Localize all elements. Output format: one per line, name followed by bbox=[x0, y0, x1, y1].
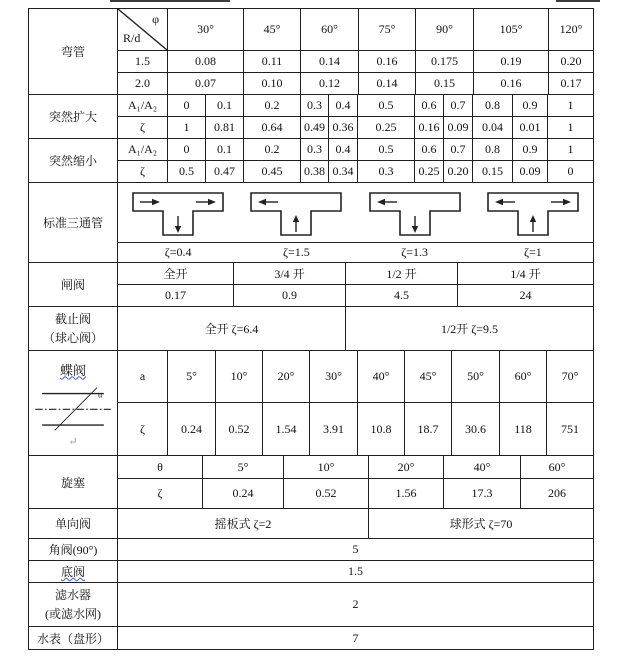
butterfly-valve-label: 蝶阀 bbox=[59, 362, 86, 378]
gate-valve-opening: 1/2 开 bbox=[346, 263, 458, 285]
tee-diagram-branch-in-split-both bbox=[485, 187, 581, 239]
butterfly-angle: 70° bbox=[547, 351, 594, 403]
expansion-zeta: 1 bbox=[168, 117, 206, 139]
bend-rd-value: 2.0 bbox=[118, 73, 168, 95]
cock-angle: 40° bbox=[444, 456, 521, 479]
butterfly-zeta: 1.54 bbox=[263, 403, 310, 456]
row-label-sudden-expansion: 突然扩大 bbox=[29, 95, 118, 139]
tee-zeta-row bbox=[118, 243, 594, 263]
expansion-zeta: 0.49 bbox=[301, 117, 329, 139]
diagram-angle-label: α bbox=[98, 388, 103, 400]
bend-zeta-value: 0.16 bbox=[359, 51, 416, 73]
cock-angle: 20° bbox=[369, 456, 444, 479]
bend-diagonal-header bbox=[118, 9, 168, 51]
check-valve-section bbox=[28, 508, 594, 539]
row-label-foot-valve bbox=[29, 561, 118, 583]
strainer-zeta: 2 bbox=[118, 583, 594, 627]
return-mark: ↵ bbox=[68, 435, 78, 448]
butterfly-zeta: 3.91 bbox=[310, 403, 358, 456]
cock-angle: 5° bbox=[203, 456, 284, 479]
butterfly-zeta-label: ζ bbox=[118, 403, 168, 456]
row-label-butterfly-valve bbox=[29, 351, 118, 456]
bend-zeta-value: 0.11 bbox=[244, 51, 301, 73]
bend-zeta-value: 0.15 bbox=[416, 73, 474, 95]
bend-angle-header: 105° bbox=[474, 9, 549, 51]
contraction-zeta: 0.25 bbox=[415, 161, 444, 183]
tee-section bbox=[28, 182, 594, 263]
bend-angle-header: 120° bbox=[549, 9, 594, 51]
contraction-ratio-label: A₁/A₂ bbox=[118, 139, 168, 161]
row-label-sudden-contraction: 突然缩小 bbox=[29, 139, 118, 183]
butterfly-angle: 45° bbox=[405, 351, 452, 403]
contraction-ratio: 0.6 bbox=[415, 139, 444, 161]
cock-zeta: 0.24 bbox=[203, 479, 284, 509]
expansion-ratio: 0.9 bbox=[513, 95, 548, 117]
expansion-zeta: 0.25 bbox=[358, 117, 415, 139]
rd-label: R/d bbox=[123, 31, 141, 45]
expansion-ratio: 0.5 bbox=[358, 95, 415, 117]
butterfly-angle: 50° bbox=[452, 351, 500, 403]
bend-zeta-value: 0.07 bbox=[168, 73, 244, 95]
expansion-ratio-label: A₁/A₂ bbox=[118, 95, 168, 117]
phi-label: φ bbox=[152, 12, 159, 26]
strainer-label-line1: 滤水器 bbox=[54, 587, 91, 602]
bend-angle-header: 60° bbox=[301, 9, 359, 51]
gate-valve-opening: 3/4 开 bbox=[234, 263, 346, 285]
expansion-zeta: 0.16 bbox=[415, 117, 444, 139]
bend-angle-header: 75° bbox=[359, 9, 416, 51]
contraction-zeta: 0.47 bbox=[206, 161, 244, 183]
loss-coefficient-table bbox=[28, 8, 593, 650]
butterfly-zeta: 118 bbox=[500, 403, 547, 456]
tee-zeta-value: ζ=1.5 bbox=[283, 245, 310, 259]
expansion-ratio: 0.6 bbox=[415, 95, 444, 117]
row-label-angle-valve: 角阀(90°) bbox=[29, 539, 118, 561]
expansion-zeta: 0.36 bbox=[329, 117, 358, 139]
tee-diagrams-cell bbox=[118, 183, 594, 243]
row-label-strainer bbox=[29, 583, 118, 627]
tee-zeta-value: ζ=1 bbox=[524, 245, 542, 259]
globe-valve-full-open: 全开 ζ=6.4 bbox=[118, 307, 346, 351]
expansion-zeta: 1 bbox=[548, 117, 594, 139]
gate-valve-zeta: 4.5 bbox=[346, 285, 458, 307]
contraction-zeta-label: ζ bbox=[118, 161, 168, 183]
foot-valve-zeta: 1.5 bbox=[118, 561, 594, 583]
contraction-ratio: 0.7 bbox=[444, 139, 473, 161]
check-valve-ball-type: 球形式 ζ=70 bbox=[369, 509, 594, 539]
expansion-zeta: 0.04 bbox=[473, 117, 513, 139]
bend-zeta-value: 0.14 bbox=[359, 73, 416, 95]
foot-valve-label: 底阀 bbox=[60, 565, 85, 579]
contraction-zeta: 0.45 bbox=[244, 161, 301, 183]
bend-angle-header: 45° bbox=[244, 9, 301, 51]
butterfly-zeta: 0.24 bbox=[168, 403, 216, 456]
scan-artifact-line bbox=[110, 0, 230, 2]
butterfly-valve-diagram bbox=[33, 385, 113, 431]
butterfly-angle: 40° bbox=[358, 351, 405, 403]
gate-valve-zeta: 24 bbox=[458, 285, 594, 307]
butterfly-zeta: 751 bbox=[547, 403, 594, 456]
butterfly-angle: 60° bbox=[500, 351, 547, 403]
butterfly-angle: 5° bbox=[168, 351, 216, 403]
expansion-zeta: 0.64 bbox=[244, 117, 301, 139]
gate-valve-zeta: 0.9 bbox=[234, 285, 346, 307]
bend-zeta-value: 0.16 bbox=[474, 73, 549, 95]
bend-zeta-value: 0.08 bbox=[168, 51, 244, 73]
gate-valve-opening: 全开 bbox=[118, 263, 234, 285]
bend-rd-value: 1.5 bbox=[118, 51, 168, 73]
tee-zeta-value: ζ=1.3 bbox=[401, 245, 428, 259]
expansion-zeta: 0.81 bbox=[206, 117, 244, 139]
check-valve-swing-type: 摇板式 ζ=2 bbox=[118, 509, 369, 539]
cock-zeta: 1.56 bbox=[369, 479, 444, 509]
expansion-zeta: 0.01 bbox=[513, 117, 548, 139]
contraction-zeta: 0.5 bbox=[168, 161, 206, 183]
expansion-ratio: 1 bbox=[548, 95, 594, 117]
expansion-ratio: 0.4 bbox=[329, 95, 358, 117]
bend-zeta-value: 0.175 bbox=[416, 51, 474, 73]
globe-valve-label-line2: （球心阀） bbox=[42, 330, 103, 345]
row-label-globe-valve bbox=[29, 307, 118, 351]
row-label-bend: 弯管 bbox=[29, 9, 118, 95]
bend-angle-header: 30° bbox=[168, 9, 244, 51]
expansion-ratio: 0.3 bbox=[301, 95, 329, 117]
gate-valve-section bbox=[28, 262, 594, 307]
bend-zeta-value: 0.20 bbox=[549, 51, 594, 73]
bend-section bbox=[28, 8, 594, 95]
butterfly-valve-section bbox=[28, 350, 594, 456]
bend-zeta-value: 0.17 bbox=[549, 73, 594, 95]
expansion-zeta-label: ζ bbox=[118, 117, 168, 139]
contraction-zeta: 0.3 bbox=[358, 161, 415, 183]
expansion-contraction-section bbox=[28, 94, 594, 183]
scan-artifact-line bbox=[556, 0, 600, 2]
misc-section bbox=[28, 538, 594, 650]
cock-angle: 10° bbox=[284, 456, 369, 479]
bend-zeta-value: 0.12 bbox=[301, 73, 359, 95]
row-label-gate-valve: 闸阀 bbox=[29, 263, 118, 307]
contraction-zeta: 0.34 bbox=[329, 161, 358, 183]
cock-section bbox=[28, 455, 594, 509]
globe-valve-section bbox=[28, 306, 594, 351]
contraction-ratio: 0.1 bbox=[206, 139, 244, 161]
contraction-zeta: 0.38 bbox=[301, 161, 329, 183]
cock-zeta: 17.3 bbox=[444, 479, 521, 509]
globe-valve-label-line1: 截止阀 bbox=[54, 311, 91, 326]
globe-valve-half-open: 1/2开 ζ=9.5 bbox=[346, 307, 594, 351]
row-label-standard-tee: 标准三通管 bbox=[29, 183, 118, 263]
contraction-ratio: 0.5 bbox=[358, 139, 415, 161]
contraction-ratio: 0.4 bbox=[329, 139, 358, 161]
expansion-ratio: 0.7 bbox=[444, 95, 473, 117]
bend-zeta-value: 0.14 bbox=[301, 51, 359, 73]
contraction-ratio: 1 bbox=[548, 139, 594, 161]
butterfly-angle: 10° bbox=[216, 351, 263, 403]
contraction-zeta: 0.20 bbox=[444, 161, 473, 183]
bend-zeta-value: 0.19 bbox=[474, 51, 549, 73]
expansion-ratio: 0.1 bbox=[206, 95, 244, 117]
tee-diagram-out-left-branch-down bbox=[367, 187, 463, 239]
cock-angle: 60° bbox=[521, 456, 594, 479]
butterfly-zeta: 30.6 bbox=[452, 403, 500, 456]
butterfly-angle: 30° bbox=[310, 351, 358, 403]
bend-zeta-value: 0.10 bbox=[244, 73, 301, 95]
gate-valve-opening: 1/4 开 bbox=[458, 263, 594, 285]
butterfly-angle: 20° bbox=[263, 351, 310, 403]
butterfly-zeta: 0.52 bbox=[216, 403, 263, 456]
butterfly-zeta: 10.8 bbox=[358, 403, 405, 456]
contraction-ratio: 0 bbox=[168, 139, 206, 161]
contraction-zeta: 0 bbox=[548, 161, 594, 183]
cock-zeta: 0.52 bbox=[284, 479, 369, 509]
row-label-check-valve: 单向阀 bbox=[29, 509, 118, 539]
butterfly-alpha-label: a bbox=[118, 351, 168, 403]
expansion-ratio: 0 bbox=[168, 95, 206, 117]
angle-valve-zeta: 5 bbox=[118, 539, 594, 561]
tee-diagram-through-branch-down bbox=[130, 187, 226, 239]
bend-angle-header: 90° bbox=[416, 9, 474, 51]
row-label-cock: 旋塞 bbox=[29, 456, 118, 509]
butterfly-zeta: 18.7 bbox=[405, 403, 452, 456]
contraction-zeta: 0.15 bbox=[473, 161, 513, 183]
tee-diagram-branch-in-out-left bbox=[248, 187, 344, 239]
contraction-ratio: 0.2 bbox=[244, 139, 301, 161]
contraction-ratio: 0.3 bbox=[301, 139, 329, 161]
cock-zeta-label: ζ bbox=[118, 479, 203, 509]
cock-theta-label: θ bbox=[118, 456, 203, 479]
expansion-ratio: 0.8 bbox=[473, 95, 513, 117]
cock-zeta: 206 bbox=[521, 479, 594, 509]
contraction-ratio: 0.9 bbox=[513, 139, 548, 161]
row-label-water-meter: 水表（盘形） bbox=[29, 627, 118, 650]
strainer-label-line2: (或滤水网) bbox=[45, 606, 101, 621]
contraction-ratio: 0.8 bbox=[473, 139, 513, 161]
gate-valve-zeta: 0.17 bbox=[118, 285, 234, 307]
tee-zeta-value: ζ=0.4 bbox=[164, 245, 192, 259]
expansion-zeta: 0.09 bbox=[444, 117, 473, 139]
expansion-ratio: 0.2 bbox=[244, 95, 301, 117]
contraction-zeta: 0.09 bbox=[513, 161, 548, 183]
water-meter-zeta: 7 bbox=[118, 627, 594, 650]
